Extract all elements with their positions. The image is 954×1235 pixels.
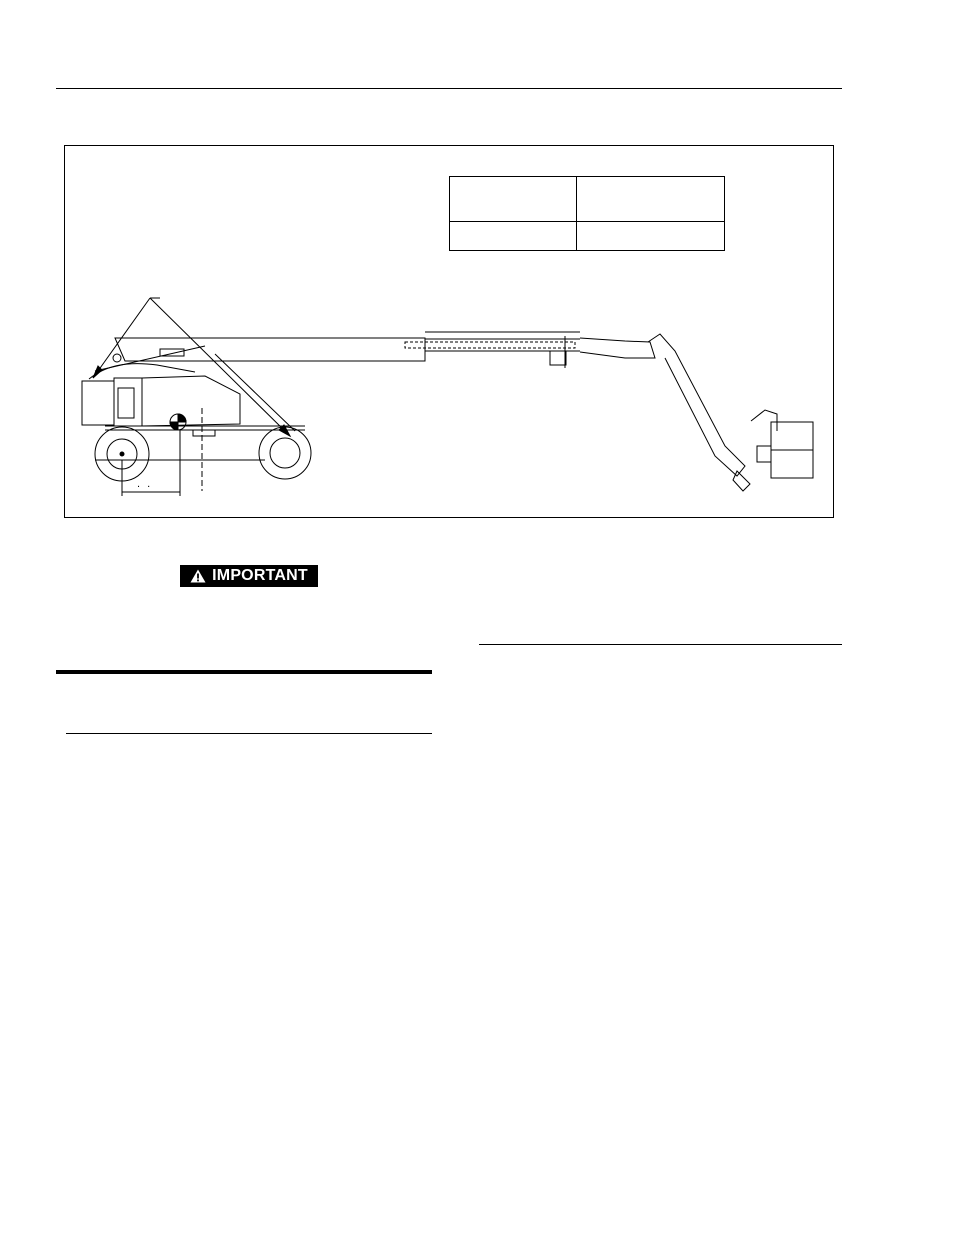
rear-wheel xyxy=(259,427,311,479)
axle-block xyxy=(193,430,215,436)
rear-wheel-hub xyxy=(270,438,300,468)
spec-cell-r1c1 xyxy=(450,177,577,222)
spec-cell-r1c2 xyxy=(577,177,725,222)
important-label: IMPORTANT xyxy=(212,567,308,584)
boom-lift-figure xyxy=(64,145,834,518)
jib-knuckle xyxy=(733,471,750,491)
subsection-rule xyxy=(66,733,432,734)
lift-cylinder xyxy=(95,346,205,371)
warning-triangle-icon xyxy=(190,569,206,583)
header-rule xyxy=(56,88,842,89)
platform-rotator xyxy=(757,446,771,462)
turntable-body xyxy=(142,376,240,426)
arrow-shaft-right xyxy=(150,298,290,436)
jib-arm xyxy=(648,334,745,476)
section-heading-bar xyxy=(56,670,432,674)
counterweight xyxy=(82,381,114,425)
boom-tip xyxy=(580,338,655,358)
cog-quadrant-2 xyxy=(170,422,178,430)
boom-pivot xyxy=(113,354,121,362)
boom-cylinder xyxy=(550,351,566,365)
dimension-label: . . xyxy=(137,478,153,490)
spec-cell-r2c2 xyxy=(577,222,725,251)
spec-table xyxy=(449,176,725,251)
boom-chain xyxy=(405,342,575,348)
control-box xyxy=(118,388,134,418)
cog-quadrant-1 xyxy=(178,414,186,422)
lift-link xyxy=(215,354,295,431)
right-column-rule xyxy=(479,644,842,645)
important-badge xyxy=(180,565,318,587)
front-wheel-center xyxy=(120,452,124,456)
platform-guard xyxy=(751,410,777,431)
spec-cell-r2c1 xyxy=(450,222,577,251)
